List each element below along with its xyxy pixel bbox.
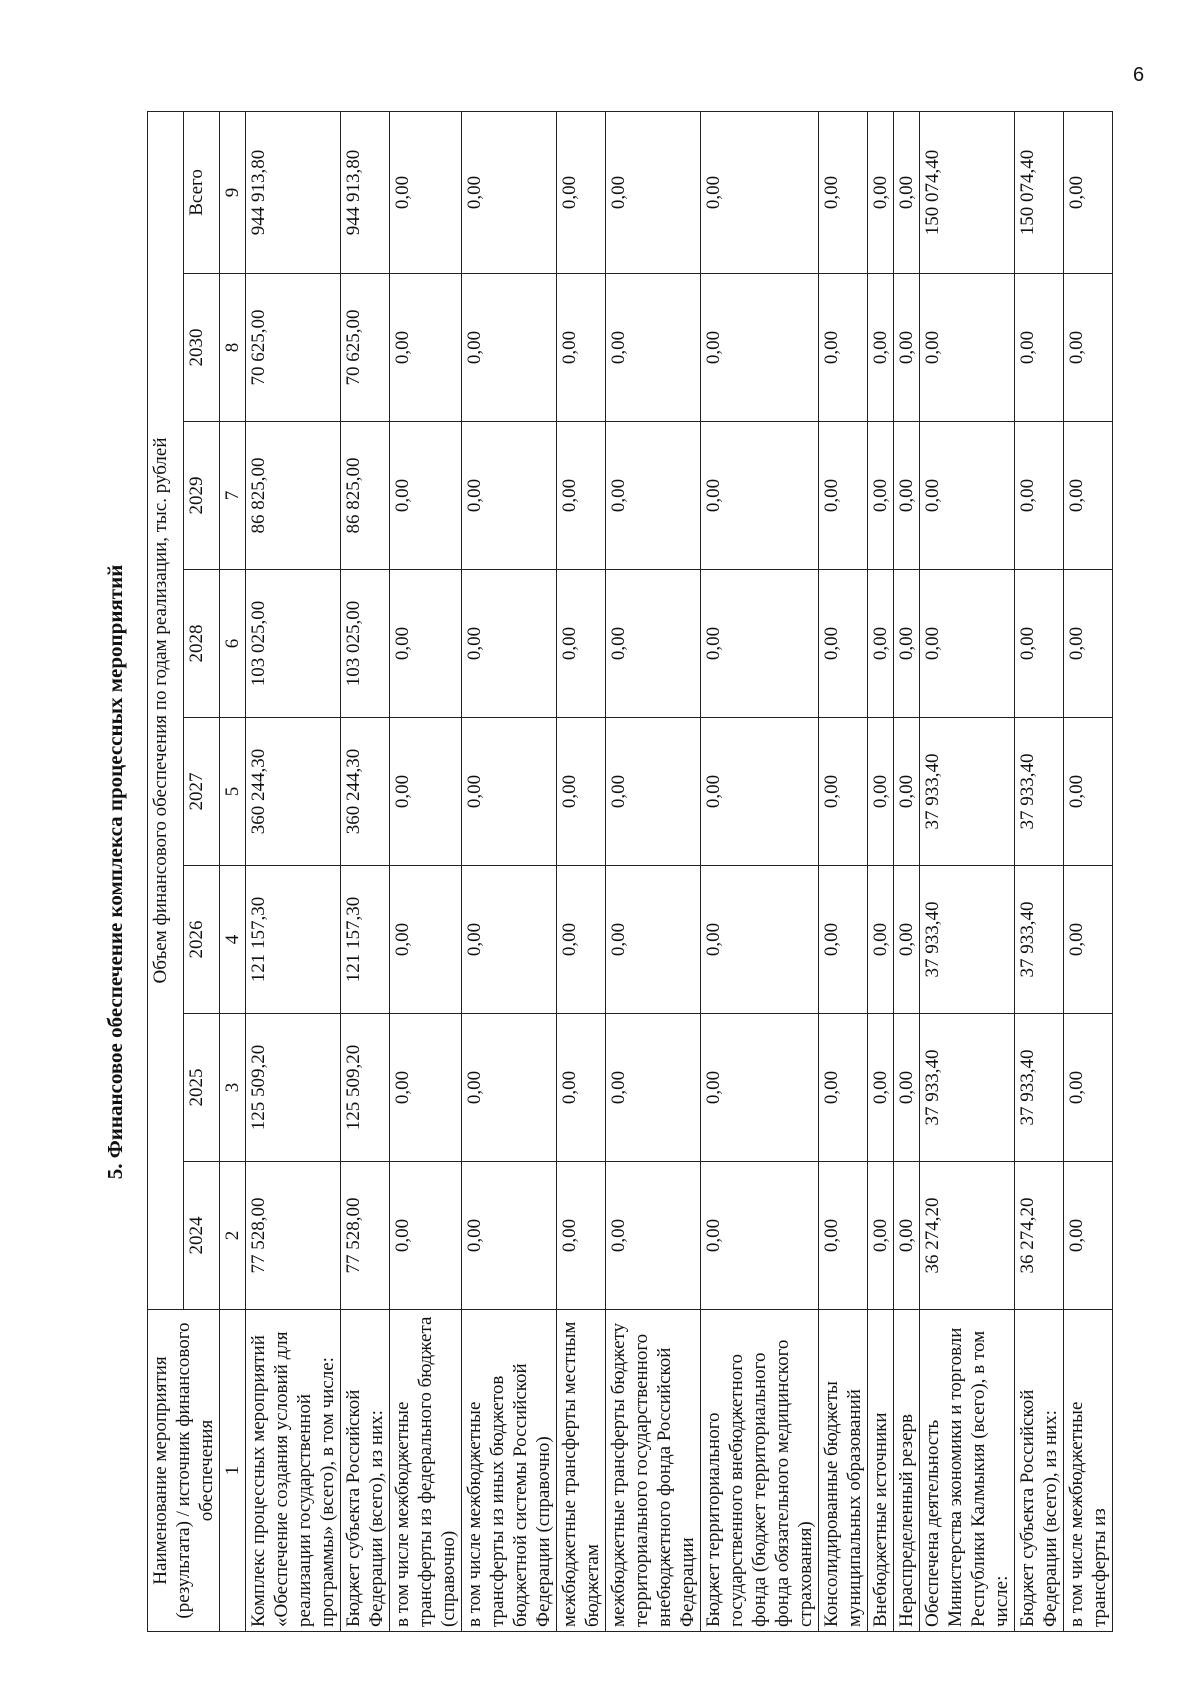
row-year-value: 0,00 — [1064, 1162, 1113, 1310]
row-year-value: 0,00 — [390, 422, 462, 570]
row-year-value: 0,00 — [868, 422, 894, 570]
header-row-numbers — [220, 111, 246, 1631]
row-year-value: 360 244,30 — [341, 718, 390, 866]
table-row — [868, 111, 894, 1631]
row-name: межбюджетные трансферты местным бюджетам — [557, 1310, 606, 1632]
row-year-value: 77 528,00 — [246, 1162, 341, 1310]
row-year-value: 70 625,00 — [341, 274, 390, 422]
row-year-value: 0,00 — [894, 422, 920, 570]
row-name: в том числе межбюджетные трансферты из федерального бюджета (справочно) — [390, 1310, 462, 1632]
section-title: 5. Финансовое обеспечение комплекса процессных мероприятий — [103, 564, 127, 1180]
row-year-value: 0,00 — [868, 1162, 894, 1310]
row-year-value: 125 509,20 — [341, 1014, 390, 1162]
row-year-value: 0,00 — [1064, 1014, 1113, 1162]
row-year-value: 0,00 — [701, 1162, 819, 1310]
row-year-value: 37 933,40 — [920, 1014, 1015, 1162]
row-year-value: 0,00 — [1064, 866, 1113, 1014]
row-year-value: 0,00 — [390, 1014, 462, 1162]
row-year-value: 0,00 — [462, 1014, 557, 1162]
row-year-value: 0,00 — [390, 570, 462, 718]
row-year-value: 0,00 — [819, 422, 868, 570]
table-row — [920, 111, 1015, 1631]
row-year-value: 0,00 — [462, 718, 557, 866]
table-body — [246, 111, 1113, 1631]
row-year-value: 103 025,00 — [341, 570, 390, 718]
row-year-value: 0,00 — [920, 570, 1015, 718]
row-year-value: 360 244,30 — [246, 718, 341, 866]
row-year-value: 0,00 — [557, 866, 606, 1014]
row-year-value: 0,00 — [557, 274, 606, 422]
row-year-value: 0,00 — [1015, 274, 1064, 422]
table-row — [1064, 111, 1113, 1631]
page-number: 6 — [1133, 64, 1145, 86]
header-group: Объем финансового обеспечения по годам реализации, тыс. рублей — [148, 111, 184, 1309]
row-year-value: 0,00 — [1015, 570, 1064, 718]
row-year-value: 0,00 — [606, 274, 701, 422]
row-year-value: 0,00 — [462, 274, 557, 422]
row-year-value: 37 933,40 — [920, 866, 1015, 1014]
table-row — [246, 111, 341, 1631]
table-row — [606, 111, 701, 1631]
row-name: в том числе межбюджетные трансферты из — [1064, 1310, 1113, 1632]
row-total-value: 0,00 — [868, 111, 894, 273]
header-name-col: Наименование мероприятия (результата) / источник финансового обеспечения — [148, 1310, 220, 1632]
row-total-value: 0,00 — [390, 111, 462, 273]
row-name: Бюджет территориального государственного внебюджетного фонда (бюджет территориального фонда обязательного медицинского страхования) — [701, 1310, 819, 1632]
column-number: 5 — [220, 718, 246, 866]
rotated-content — [95, 112, 1200, 1632]
table-row — [390, 111, 462, 1631]
row-year-value: 0,00 — [1064, 718, 1113, 866]
row-year-value: 0,00 — [868, 1014, 894, 1162]
row-total-value: 0,00 — [606, 111, 701, 273]
header-year: 2025 — [184, 1014, 220, 1162]
row-year-value: 86 825,00 — [341, 422, 390, 570]
column-number: 2 — [220, 1162, 246, 1310]
row-year-value: 121 157,30 — [246, 866, 341, 1014]
row-year-value: 0,00 — [557, 422, 606, 570]
row-total-value: 944 913,80 — [246, 111, 341, 273]
row-year-value: 0,00 — [390, 274, 462, 422]
row-total-value: 0,00 — [462, 111, 557, 273]
column-number: 4 — [220, 866, 246, 1014]
row-year-value: 37 933,40 — [1015, 866, 1064, 1014]
row-year-value: 0,00 — [868, 570, 894, 718]
row-year-value: 103 025,00 — [246, 570, 341, 718]
row-name: Консолидированные бюджеты муниципальных образований — [819, 1310, 868, 1632]
row-year-value: 0,00 — [894, 274, 920, 422]
header-year: 2024 — [184, 1162, 220, 1310]
row-year-value: 77 528,00 — [341, 1162, 390, 1310]
row-year-value: 0,00 — [701, 274, 819, 422]
row-name: Нераспределенный резерв — [894, 1310, 920, 1632]
row-name: Комплекс процессных мероприятий «Обеспечение создания условий для реализации государственной программы» (всего), в том числе: — [246, 1310, 341, 1632]
column-number: 7 — [220, 422, 246, 570]
row-year-value: 0,00 — [462, 422, 557, 570]
row-year-value: 0,00 — [868, 274, 894, 422]
row-year-value: 0,00 — [819, 1014, 868, 1162]
row-total-value: 150 074,40 — [1015, 111, 1064, 273]
row-year-value: 0,00 — [606, 1014, 701, 1162]
row-name: Обеспечена деятельность Министерства экономики и торговли Республики Калмыкия (всего), в том числе: — [920, 1310, 1015, 1632]
row-year-value: 0,00 — [701, 570, 819, 718]
row-total-value: 150 074,40 — [920, 111, 1015, 273]
row-name: Бюджет субъекта Российской Федерации (всего), из них: — [341, 1310, 390, 1632]
row-year-value: 0,00 — [819, 1162, 868, 1310]
row-year-value: 0,00 — [390, 718, 462, 866]
row-year-value: 0,00 — [1064, 422, 1113, 570]
row-year-value: 0,00 — [701, 422, 819, 570]
table-row — [462, 111, 557, 1631]
row-year-value: 37 933,40 — [1015, 718, 1064, 866]
table-row — [1015, 111, 1064, 1631]
header-year: 2028 — [184, 570, 220, 718]
row-year-value: 0,00 — [557, 718, 606, 866]
row-year-value: 0,00 — [1064, 274, 1113, 422]
row-year-value: 0,00 — [868, 866, 894, 1014]
row-year-value: 0,00 — [557, 1014, 606, 1162]
header-year: 2030 — [184, 274, 220, 422]
row-year-value: 37 933,40 — [920, 718, 1015, 866]
row-year-value: 37 933,40 — [1015, 1014, 1064, 1162]
row-total-value: 0,00 — [557, 111, 606, 273]
row-year-value: 0,00 — [819, 570, 868, 718]
row-year-value: 0,00 — [1064, 570, 1113, 718]
row-name: Бюджет субъекта Российской Федерации (всего), из них: — [1015, 1310, 1064, 1632]
header-year: 2029 — [184, 422, 220, 570]
row-year-value: 0,00 — [819, 866, 868, 1014]
row-year-value: 0,00 — [920, 274, 1015, 422]
table-row — [341, 111, 390, 1631]
row-year-value: 0,00 — [894, 1162, 920, 1310]
row-total-value: 0,00 — [819, 111, 868, 273]
row-year-value: 0,00 — [1015, 422, 1064, 570]
row-year-value: 0,00 — [920, 422, 1015, 570]
row-year-value: 0,00 — [557, 570, 606, 718]
row-name: Внебюджетные источники — [868, 1310, 894, 1632]
row-year-value: 0,00 — [606, 570, 701, 718]
row-year-value: 0,00 — [894, 718, 920, 866]
row-year-value: 0,00 — [894, 1014, 920, 1162]
row-year-value: 0,00 — [390, 1162, 462, 1310]
row-year-value: 0,00 — [701, 866, 819, 1014]
table-row — [894, 111, 920, 1631]
column-number: 1 — [220, 1310, 246, 1632]
row-year-value: 0,00 — [462, 866, 557, 1014]
row-year-value: 0,00 — [701, 718, 819, 866]
row-name: межбюджетные трансферты бюджету территориального государственного внебюджетного фонда Российской Федерации — [606, 1310, 701, 1632]
header-year: 2026 — [184, 866, 220, 1014]
row-year-value: 36 274,20 — [1015, 1162, 1064, 1310]
header-year: 2027 — [184, 718, 220, 866]
row-year-value: 0,00 — [819, 274, 868, 422]
row-year-value: 125 509,20 — [246, 1014, 341, 1162]
row-year-value: 0,00 — [462, 1162, 557, 1310]
row-name: в том числе межбюджетные трансферты из иных бюджетов бюджетной системы Российской Федерации (справочно) — [462, 1310, 557, 1632]
row-year-value: 0,00 — [894, 866, 920, 1014]
row-year-value: 0,00 — [557, 1162, 606, 1310]
row-total-value: 0,00 — [701, 111, 819, 273]
row-year-value: 0,00 — [606, 422, 701, 570]
header-total: Всего — [184, 111, 220, 273]
financing-table — [147, 111, 1113, 1632]
row-year-value: 0,00 — [894, 570, 920, 718]
row-year-value: 0,00 — [606, 866, 701, 1014]
column-number: 8 — [220, 274, 246, 422]
table-row — [557, 111, 606, 1631]
row-year-value: 36 274,20 — [920, 1162, 1015, 1310]
row-year-value: 86 825,00 — [246, 422, 341, 570]
row-total-value: 944 913,80 — [341, 111, 390, 273]
header-row-group — [148, 111, 184, 1631]
table-row — [819, 111, 868, 1631]
row-total-value: 0,00 — [1064, 111, 1113, 273]
row-year-value: 0,00 — [868, 718, 894, 866]
row-total-value: 0,00 — [894, 111, 920, 273]
row-year-value: 121 157,30 — [341, 866, 390, 1014]
column-number: 6 — [220, 570, 246, 718]
column-number: 9 — [220, 111, 246, 273]
row-year-value: 0,00 — [606, 718, 701, 866]
row-year-value: 0,00 — [462, 570, 557, 718]
row-year-value: 0,00 — [606, 1162, 701, 1310]
column-number: 3 — [220, 1014, 246, 1162]
row-year-value: 0,00 — [390, 866, 462, 1014]
table-row — [701, 111, 819, 1631]
row-year-value: 70 625,00 — [246, 274, 341, 422]
row-year-value: 0,00 — [819, 718, 868, 866]
row-year-value: 0,00 — [701, 1014, 819, 1162]
